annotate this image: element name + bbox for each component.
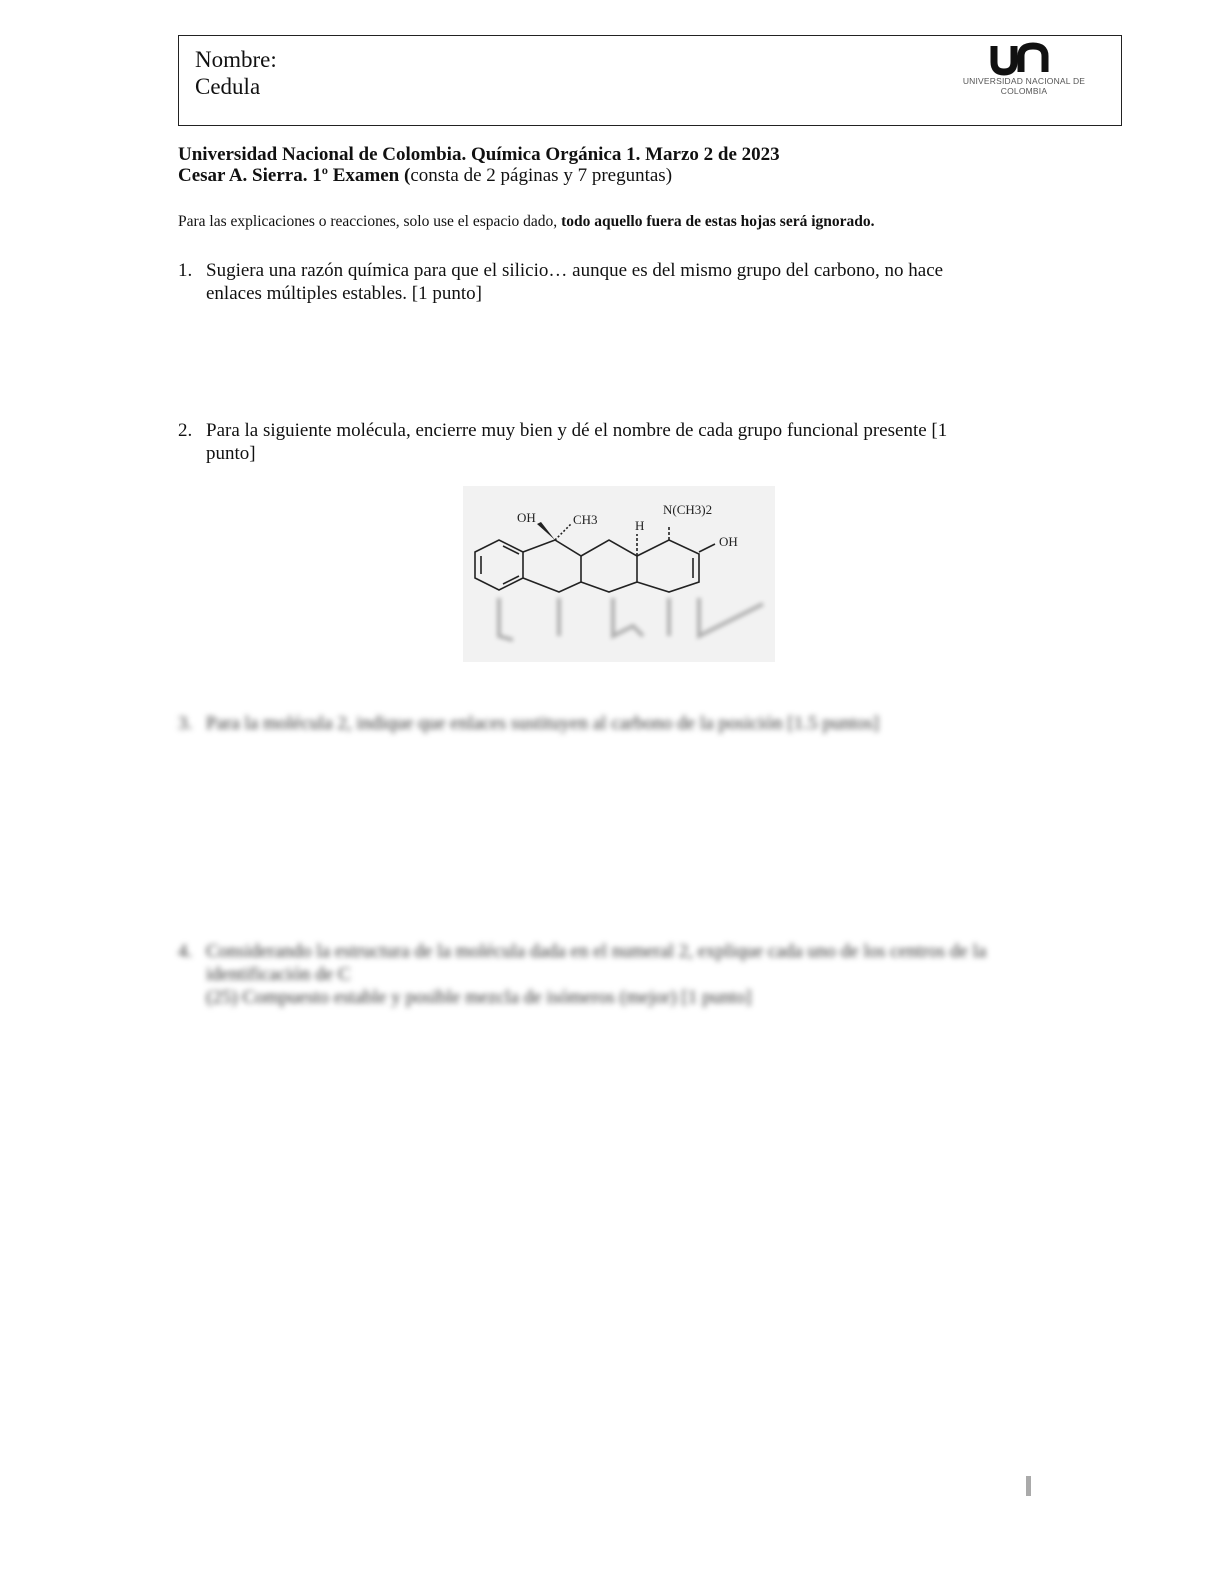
question-number: 4. <box>178 941 193 962</box>
question-text <box>206 940 996 1009</box>
question-number: 3. <box>178 713 193 734</box>
exam-pages: consta de 2 páginas y 7 preguntas) <box>410 165 673 186</box>
logo-caption: UNIVERSIDAD NACIONAL DE COLOMBIA <box>962 76 1086 96</box>
question-text-line2: (25) Compuesto estable y posible mezcla de isómeros (mejor) [1 punto] <box>206 987 752 1008</box>
oh-label: OH <box>517 510 536 525</box>
molecule-structure <box>463 486 781 662</box>
oh-right-label: OH <box>719 534 738 549</box>
question-1 <box>178 259 998 309</box>
dimethylamino-label: N(CH3)2 <box>663 502 713 517</box>
name-label: Nombre: <box>195 47 277 72</box>
h-label: H <box>635 518 645 533</box>
course-title: Universidad Nacional de Colombia. Química Orgánica 1. Marzo 2 de 2023 <box>178 144 780 165</box>
question-text: Sugiera una razón química para que el silicio… aunque es del mismo grupo del carbono, no hace enlaces múltiples estables. [1 punto] <box>206 260 944 304</box>
exam-title <box>178 144 780 186</box>
university-logo <box>939 42 1109 96</box>
question-2 <box>178 419 998 469</box>
student-info-box <box>178 35 1122 126</box>
question-text-line1: Considerando la estructura de la molécula dada en el numeral 2, explique cada uno de los centros de la identificación de C <box>206 941 987 985</box>
question-text: Para la siguiente molécula, encierre muy bien y dé el nombre de cada grupo funcional presente [1 punto] <box>206 420 948 464</box>
question-number: 1. <box>178 260 193 281</box>
professor-exam: Cesar A. Sierra. 1º Examen ( <box>178 165 411 186</box>
question-4 <box>178 940 998 1008</box>
question-text: Para la molécula 2, indique que enlaces sustituyen al carbono de la posición [1.5 puntos] <box>206 713 880 734</box>
instructions-bold: todo aquello fuera de estas hojas será ignorado. <box>561 213 875 230</box>
question-number: 2. <box>178 420 193 441</box>
un-logo-icon <box>939 42 1109 76</box>
instructions <box>178 212 875 232</box>
ch3-label: CH3 <box>573 512 598 527</box>
id-label: Cedula <box>195 74 261 99</box>
page-marker <box>1026 1476 1031 1496</box>
exam-subtitle <box>178 165 780 186</box>
question-3 <box>178 712 998 737</box>
instructions-normal: Para las explicaciones o reacciones, solo use el espacio dado, <box>178 213 562 230</box>
molecule-diagram <box>463 486 781 662</box>
